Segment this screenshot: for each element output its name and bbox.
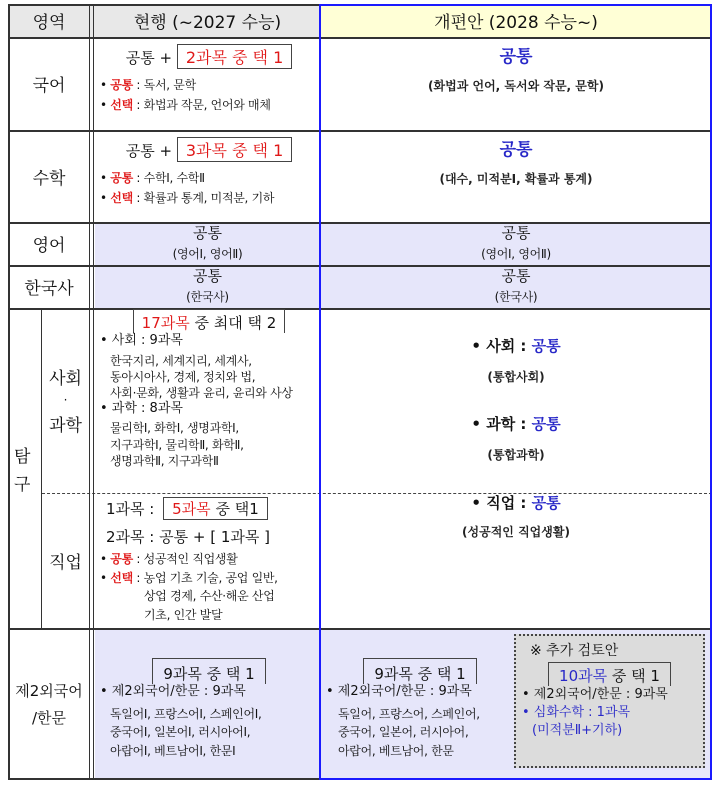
label-science: 과학 (49, 416, 82, 436)
korean-reform-detail: (화법과 언어, 독서와 작문, 문학) (428, 79, 604, 93)
area-second-language-line1: 제2외국어 (15, 682, 83, 700)
korean-prefix: 공통 + (125, 49, 173, 67)
inquiry-social-science-label (42, 350, 89, 450)
reform-vocational-detail: (성공적인 직업생활) (462, 525, 570, 539)
english-reform-title: 공통 (501, 223, 531, 242)
reform-second-lang-list-line: 독일어, 프랑스어, 스페인어, (338, 706, 480, 721)
math-elective-line: • 선택 : 확률과 통계, 미적분, 기하 (100, 191, 275, 206)
math-common-line: • 공통 : 수학Ⅰ, 수학Ⅱ (100, 171, 205, 185)
two-subject-line: 2과목 : 공통 + [ 1과목 ] (106, 528, 270, 546)
reform-science-line (320, 413, 712, 434)
reform-science-label: • 과학 : (471, 415, 532, 433)
social-list-line: 사회·문화, 생활과 윤리, 윤리와 사상 (110, 386, 293, 401)
history-reform (320, 265, 712, 308)
common-tag: 공통 (110, 78, 133, 92)
korean-current (100, 44, 318, 113)
math-current (100, 137, 318, 206)
math-reform-detail: (대수, 미적분Ⅰ, 확률과 통계) (439, 172, 593, 186)
inquiry-vocational-current (100, 497, 318, 623)
common-tag: 공통 (110, 171, 133, 185)
label-social: 사회 (49, 369, 82, 389)
second-language-current (100, 658, 318, 761)
vocational-common-text: : 성공적인 직업생활 (132, 552, 238, 566)
science-head: • 과학 : 8과목 (100, 401, 183, 417)
one-subject-box (163, 497, 268, 520)
korean-common-text: : 독서, 문학 (132, 78, 196, 92)
math-choice-box: 3과목 중 택 1 (177, 137, 292, 162)
extra-review-choice-count: 10과목 (559, 667, 608, 685)
second-lang-list (100, 705, 318, 761)
math-common-text: : 수학Ⅰ, 수학Ⅱ (132, 171, 205, 185)
reform-second-lang-choice-box: 9과목 중 택 1 (363, 658, 476, 684)
math-reform (320, 135, 712, 187)
row-divider (8, 628, 712, 630)
reform-social-value: 공통 (531, 337, 561, 355)
one-subject-count: 5과목 (172, 500, 211, 518)
reform-science-value: 공통 (531, 415, 561, 433)
korean-reform-title: 공통 (499, 47, 533, 67)
reform-science-detail: (통합과학) (487, 448, 545, 462)
math-prefix: 공통 + (125, 142, 173, 160)
science-list-line: 물리학Ⅰ, 화학Ⅰ, 생명과학Ⅰ, (110, 421, 239, 436)
one-subject-rest: 중 택1 (210, 500, 259, 518)
vocational-common-line: • 공통 : 성공적인 직업생활 (100, 552, 238, 566)
history-reform-title: 공통 (501, 266, 531, 285)
second-language-reform (326, 658, 514, 761)
reform-social-detail: (통합사회) (487, 370, 545, 384)
science-list-line: 생명과학Ⅱ, 지구과학Ⅱ (110, 453, 219, 468)
inquiry-vocational-reform (320, 492, 712, 540)
reform-col-bottom-border (320, 778, 712, 780)
inquiry-vocational-label: 직업 (49, 553, 82, 573)
english-current-detail: (영어Ⅰ, 영어Ⅱ) (172, 247, 243, 262)
science-list (100, 420, 318, 469)
inquiry-social-science-reform (320, 335, 712, 463)
reform-vocational-line (320, 492, 712, 513)
row-divider (8, 130, 712, 132)
math-reform-title: 공통 (499, 140, 533, 160)
common-tag: 공통 (110, 552, 133, 566)
social-list-line: 동아시아사, 경제, 정치와 법, (110, 370, 256, 385)
area-inquiry-char1: 탐 (14, 447, 31, 467)
reform-social-line (320, 335, 712, 356)
elective-tag: 선택 (110, 571, 133, 586)
reform-second-lang-list-line: 아랍어, 베트남어, 한문 (338, 744, 454, 759)
area-second-language (8, 628, 90, 780)
area-math: 수학 (32, 168, 66, 189)
social-list (100, 353, 318, 402)
area-second-language-line2: /한문 (31, 709, 67, 727)
area-history: 한국사 (24, 279, 74, 299)
second-lang-list-line: 중국어Ⅰ, 일본어Ⅰ, 러시아어Ⅰ, (110, 725, 251, 740)
extra-review-choice-rest: 중 택 1 (607, 667, 660, 685)
vocational-elective-text: 상업 경제, 수산·해운 산업 (144, 589, 275, 604)
social-list-line: 한국지리, 세계지리, 세계사, (110, 353, 252, 368)
reform-vocational-value: 공통 (531, 494, 561, 512)
vocational-elective-text: 기초, 인간 발달 (144, 607, 223, 622)
extra-review-box (514, 634, 705, 768)
inquiry-choice-rest: 중 최대 택 2 (189, 314, 277, 332)
science-list-line: 지구과학Ⅰ, 물리학Ⅱ, 화학Ⅱ, (110, 437, 244, 452)
area-korean: 국어 (32, 76, 66, 96)
english-current (95, 222, 320, 265)
second-lang-list-line: 독일어Ⅰ, 프랑스어Ⅰ, 스페인어Ⅰ, (110, 706, 262, 721)
history-current-detail: (한국사) (186, 290, 229, 305)
second-lang-head: • 제2외국어/한문 : 9과목 (100, 684, 246, 699)
korean-common-line: • 공통 : 독서, 문학 (100, 78, 196, 92)
reform-vocational-label: • 직업 : (471, 494, 532, 512)
inquiry-social-science-current (100, 309, 318, 469)
inquiry-choice-box (133, 309, 286, 333)
reform-second-lang-head: • 제2외국어/한문 : 9과목 (326, 684, 472, 699)
extra-review-title: ※ 추가 검토안 (530, 643, 619, 659)
inquiry-choice-count: 17과목 (141, 314, 190, 332)
english-current-title: 공통 (193, 223, 222, 242)
english-reform-detail: (영어Ⅰ, 영어Ⅱ) (481, 247, 551, 262)
korean-elective-text: : 화법과 작문, 언어와 매체 (132, 98, 271, 113)
header-area: 영역 (32, 13, 66, 33)
header-reform: 개편안 (2028 수능~) (434, 13, 598, 33)
second-lang-list-line: 아랍어Ⅰ, 베트남어Ⅰ, 한문Ⅰ (110, 744, 236, 759)
history-reform-detail: (한국사) (494, 290, 538, 305)
extra-review-item2-detail: (미적분Ⅱ+기하) (532, 723, 623, 739)
history-current-title: 공통 (193, 266, 222, 285)
elective-tag: 선택 (110, 191, 133, 206)
extra-review-item2: • 심화수학 : 1과목 (522, 705, 631, 721)
korean-reform (320, 42, 712, 94)
history-current (95, 265, 320, 308)
math-elective-text: : 확률과 통계, 미적분, 기하 (132, 191, 275, 206)
reform-second-lang-list-line: 중국어, 일본어, 러시아어, (338, 725, 469, 740)
social-head: • 사회 : 9과목 (100, 333, 183, 348)
one-subject-line (100, 497, 318, 520)
row-divider (8, 37, 712, 39)
vocational-elective-line: • 선택 : 농업 기초 기술, 공업 일반, (100, 571, 278, 586)
vocational-elective-text: : 농업 기초 기술, 공업 일반, (132, 571, 278, 586)
extra-review-item1: • 제2외국어/한문 : 9과목 (522, 687, 668, 702)
second-lang-choice-box: 9과목 중 택 1 (152, 658, 265, 684)
col-divider-double-b (93, 4, 94, 780)
label-dot: · (63, 393, 68, 407)
area-inquiry-char2: 구 (14, 475, 31, 495)
one-subject-label: 1과목 : (106, 500, 155, 518)
reform-social-label: • 사회 : (471, 337, 532, 355)
korean-choice-box: 2과목 중 택 1 (177, 44, 292, 69)
english-reform (320, 222, 712, 265)
header-current: 현행 (~2027 수능) (133, 13, 282, 33)
korean-elective-line: • 선택 : 화법과 작문, 언어와 매체 (100, 98, 271, 113)
reform-second-lang-list (326, 705, 514, 761)
extra-review-choice-box (548, 662, 671, 686)
area-english: 영어 (32, 236, 66, 256)
elective-tag: 선택 (110, 98, 133, 113)
